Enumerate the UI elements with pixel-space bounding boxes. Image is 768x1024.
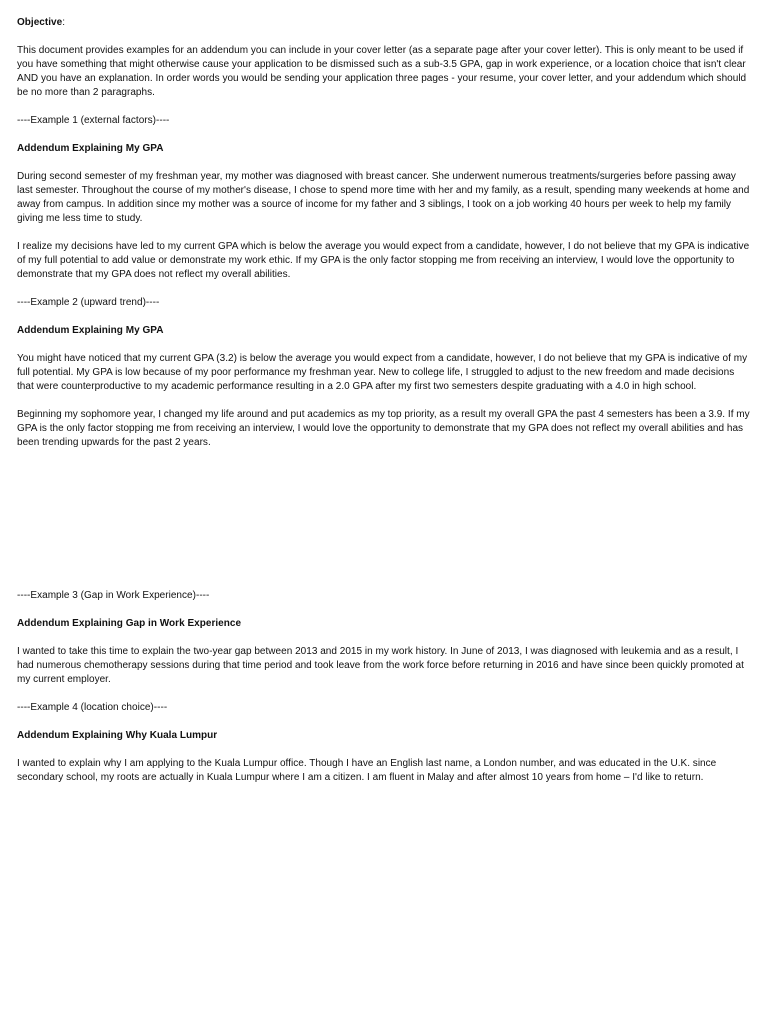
example-3-marker: ----Example 3 (Gap in Work Experience)---- — [17, 590, 210, 601]
objective-heading — [17, 16, 752, 30]
example-4-marker: ----Example 4 (location choice)---- — [17, 702, 168, 713]
example-1-heading: Addendum Explaining My GPA — [17, 143, 164, 154]
objective-text: This document provides examples for an addendum you can include in your cover letter (as a separate page after your cover letter). This is only meant to be used if you have something that might otherwise cause your application to be dismissed such as a sub-3.5 GPA, gap in work experience, or a location choice that isn't clear AND you have an explanation. In order words you would be sending your application three pages - your resume, your cover letter, and your addendum which should be no more than 2 paragraphs. — [17, 45, 747, 98]
example-2-heading: Addendum Explaining My GPA — [17, 325, 164, 336]
example-2-paragraph-2: Beginning my sophomore year, I changed my life around and put academics as my top priority, as a result my overall GPA the past 4 semesters has been a 3.9. If my GPA is the only factor stopping me from receiving an interview, I would love the opportunity to demonstrate that my GPA does not reflect my overall abilities and has been trending upwards for the past 2 years. — [17, 409, 750, 448]
objective-label: Objective — [17, 17, 63, 28]
example-2-paragraph-1: You might have noticed that my current GPA (3.2) is below the average you would expect from a candidate, however, I do not believe that my GPA is indicative of my full potential. My GPA is low because of my poor performance my freshman year. New to college life, I struggled to adjust to the new freedom and made decisions that were counterproductive to my academic performance resulting in a 2.0 GPA after my first two semesters despite graduating with a 4.0 in high school. — [17, 353, 748, 392]
example-4-heading: Addendum Explaining Why Kuala Lumpur — [17, 730, 218, 741]
example-1-paragraph-1: During second semester of my freshman year, my mother was diagnosed with breast cancer. She underwent numerous treatments/surgeries before passing away last semester. Throughout the course of my mother's disease, I chose to spend more time with her and my family, as a result, spending many weekends at home and away from campus. In addition since my mother was a source of income for my father and 3 siblings, I took on a job working 40 hours per week to help my family giving me less time to study. — [17, 171, 750, 224]
example-3-heading: Addendum Explaining Gap in Work Experience — [17, 618, 242, 629]
page-gap — [17, 464, 752, 589]
example-4-paragraph-1: I wanted to explain why I am applying to the Kuala Lumpur office. Though I have an English last name, a London number, and was educated in the U.K. since secondary school, my roots are actually in Kuala Lumpur where I am a citizen. I am fluent in Malay and after almost 10 years from home – I'd like to return. — [17, 758, 717, 783]
document-page — [17, 16, 752, 799]
example-1-marker: ----Example 1 (external factors)---- — [17, 115, 170, 126]
example-2-marker: ----Example 2 (upward trend)---- — [17, 297, 160, 308]
example-1-paragraph-2: I realize my decisions have led to my current GPA which is below the average you would expect from a candidate, however, I do not believe that my GPA is indicative of my full potential to add value or demonstrate my work ethic. If my GPA is the only factor stopping me from receiving an interview, I would love the opportunity to demonstrate that my GPA does not reflect my overall abilities. — [17, 241, 750, 280]
example-3-paragraph-1: I wanted to take this time to explain the two-year gap between 2013 and 2015 in my work history. In June of 2013, I was diagnosed with leukemia and as a result, I had numerous chemotherapy sessions during that time period and took leave from the work force before returning in 2016 and have since been quickly promoted at my current employer. — [17, 646, 744, 685]
objective-colon: : — [62, 17, 66, 28]
